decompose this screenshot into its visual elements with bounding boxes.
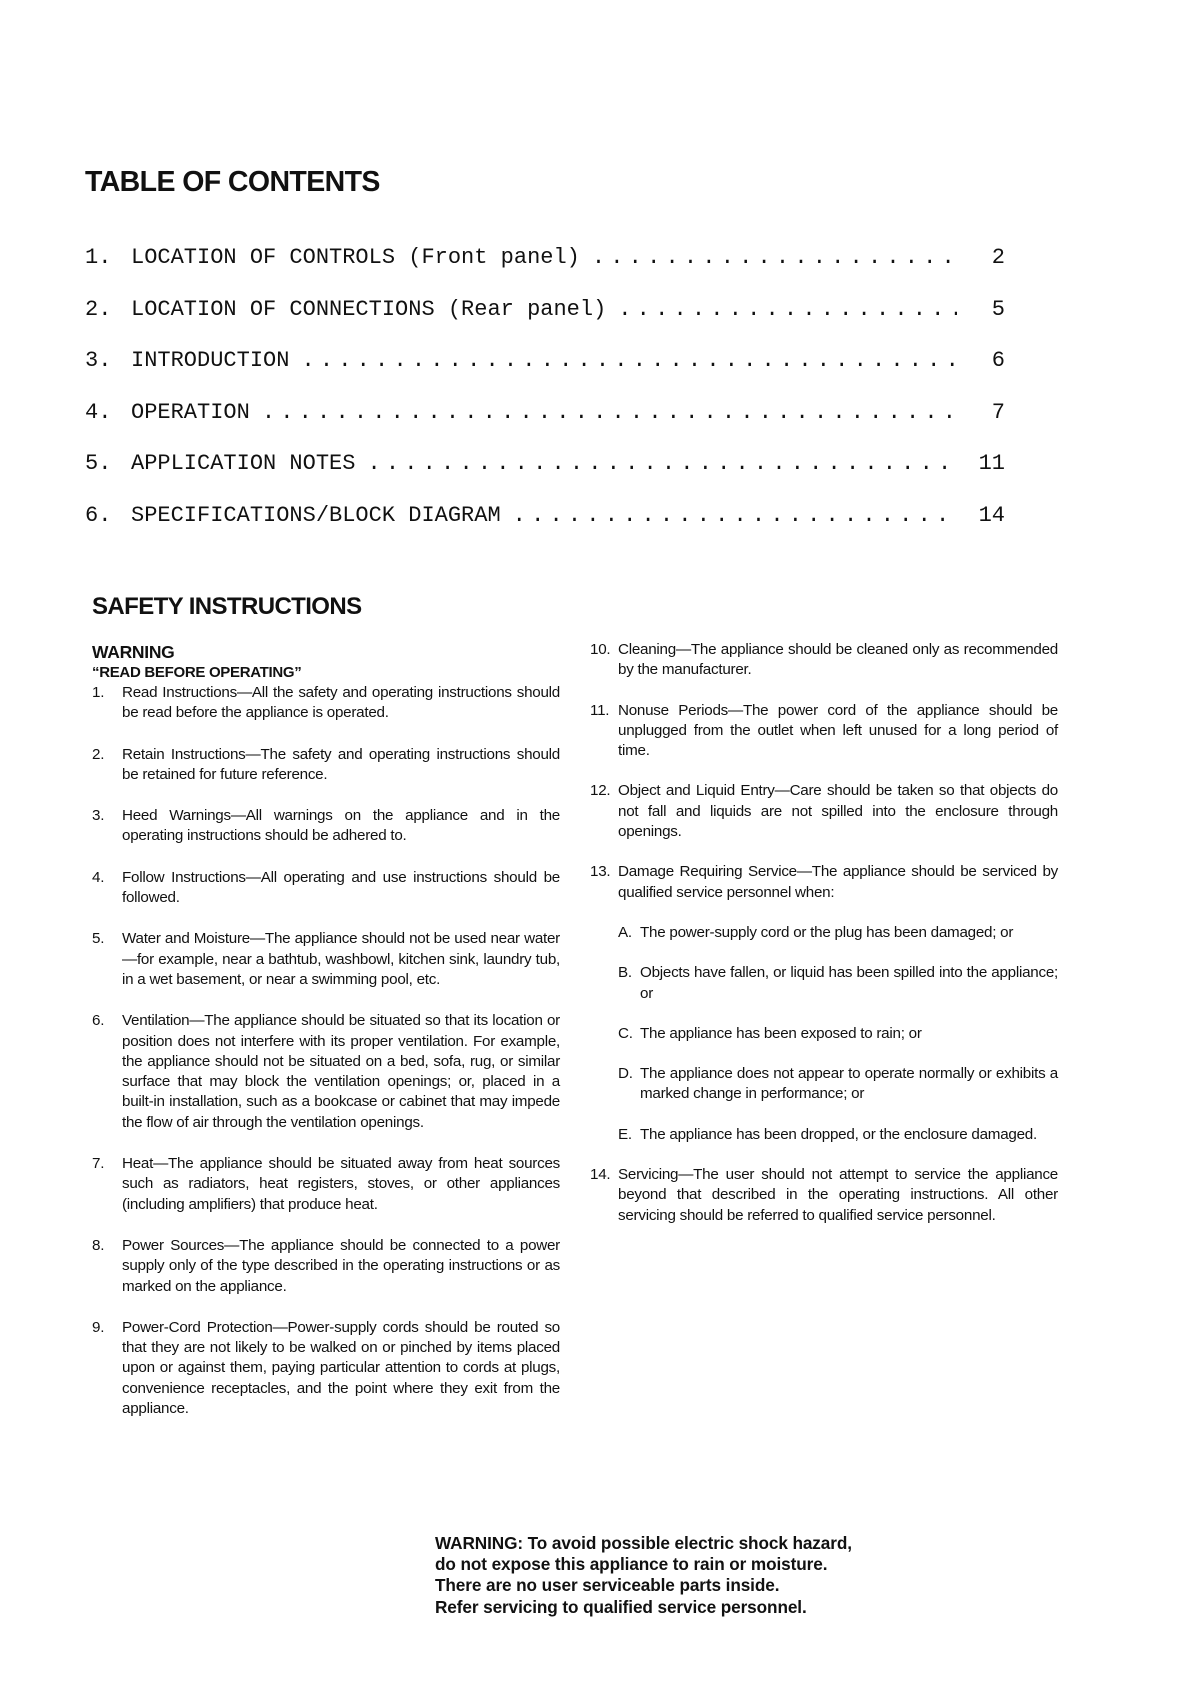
safety-item-number: 2.: [92, 745, 105, 763]
toc-entry-label: INTRODUCTION: [131, 348, 290, 373]
toc-entry[interactable]: [85, 503, 1005, 555]
toc-leader-dots: [618, 297, 957, 322]
toc-entry-page: 6: [991, 348, 1005, 373]
safety-item-number: 12.: [590, 782, 611, 800]
safety-item-text: Power-Cord Protection—Power-supply cords should be routed so that they are not likely to be walked on or pinched by items placed upon or against them, paying particular attention to cords at plugs, convenience receptacles, and the point where they exit from the appliance.: [122, 1318, 560, 1418]
safety-title: SAFETY INSTRUCTIONS: [92, 593, 362, 620]
damage-condition: [618, 923, 1058, 943]
table-of-contents: [85, 245, 1005, 554]
safety-item-number: 5.: [92, 930, 105, 948]
toc-entry[interactable]: [85, 245, 1005, 297]
toc-entry-label: OPERATION: [131, 399, 250, 425]
safety-item-text: Retain Instructions—The safety and operating instructions should be retained for future reference.: [122, 745, 560, 783]
safety-item-number: 13.: [590, 863, 611, 881]
toc-entry[interactable]: [85, 348, 1005, 400]
toc-leader-dots: [301, 348, 957, 373]
warning-line: do not expose this appliance to rain or moisture.: [435, 1554, 828, 1575]
safety-item-number: 10.: [590, 641, 611, 658]
safety-item-text: Read Instructions—All the safety and operating instructions should be read before the appliance is operated.: [122, 684, 560, 722]
safety-item-text: Heat—The appliance should be situated away from heat sources such as radiators, heat registers, stoves, or other appliances (including amplifiers) that produce heat.: [122, 1155, 560, 1213]
damage-condition-letter: D.: [618, 1065, 633, 1083]
safety-item: [92, 1318, 560, 1419]
toc-entry-number: 6.: [85, 502, 112, 528]
toc-title: TABLE OF CONTENTS: [85, 166, 380, 198]
toc-entry-label: SPECIFICATIONS/BLOCK DIAGRAM: [131, 502, 501, 528]
toc-entry-label: LOCATION OF CONTROLS (Front panel): [131, 245, 580, 270]
safety-item: [590, 701, 1058, 762]
toc-entry[interactable]: [85, 400, 1005, 452]
safety-item: [92, 929, 560, 990]
damage-condition-text: Objects have fallen, or liquid has been spilled into the appliance; or: [640, 964, 1058, 1002]
safety-item: [92, 1011, 560, 1133]
safety-item-number: 14.: [590, 1166, 611, 1184]
toc-leader-dots: [262, 400, 957, 425]
safety-item-number: 3.: [92, 807, 105, 825]
safety-item: [92, 1236, 560, 1297]
safety-item: [590, 640, 1058, 681]
safety-item: [590, 1165, 1058, 1226]
safety-item: [590, 781, 1058, 842]
safety-item-number: 9.: [92, 1318, 105, 1336]
warning-line: There are no user serviceable parts inside.: [435, 1575, 780, 1596]
safety-item-text: Ventilation—The appliance should be situated so that its location or position does not interfere with its proper ventilation. For example, the appliance should not be situated on a bed, sofa, rug, or similar surface that may block the ventilation openings; or, placed in a built-in installation, such as a bookcase or cabinet that may impede the flow of air through the ventilation openings.: [122, 1012, 560, 1131]
safety-item-text: Damage Requiring Service—The appliance should be serviced by qualified service personnel when:: [618, 863, 1058, 901]
safety-item-text: Water and Moisture—The appliance should not be used near water—for example, near a bathtub, washbowl, kitchen sink, laundry tub, in a wet basement, or near a swimming pool, etc.: [122, 930, 560, 988]
damage-condition-letter: E.: [618, 1125, 632, 1143]
safety-item-number: 4.: [92, 868, 105, 886]
toc-leader-dots: [592, 245, 957, 270]
safety-item-number: 8.: [92, 1236, 105, 1254]
safety-item-number: 1.: [92, 684, 105, 701]
toc-entry-label: APPLICATION NOTES: [131, 451, 356, 476]
damage-condition: [618, 1125, 1058, 1145]
toc-entry[interactable]: [85, 297, 1005, 349]
safety-item-text: Power Sources—The appliance should be connected to a power supply only of the type described in the operating instructions or as marked on the appliance.: [122, 1236, 560, 1295]
toc-entry-number: 4.: [85, 399, 112, 425]
toc-entry-label: LOCATION OF CONNECTIONS (Rear panel): [131, 296, 607, 322]
damage-condition-text: The power-supply cord or the plug has been damaged; or: [640, 923, 1014, 941]
safety-item: [92, 1154, 560, 1215]
safety-item-number: 7.: [92, 1155, 105, 1173]
safety-item: [92, 745, 560, 786]
toc-entry-number: 1.: [85, 245, 112, 270]
safety-item-number: 6.: [92, 1012, 105, 1030]
toc-entry-number: 3.: [85, 348, 112, 373]
damage-condition-text: The appliance has been exposed to rain; or: [640, 1024, 922, 1042]
toc-entry-number: 5.: [85, 451, 112, 476]
toc-entry-number: 2.: [85, 296, 112, 322]
safety-item-text: Object and Liquid Entry—Care should be taken so that objects do not fall and liquids are not spilled into the enclosure through openings.: [618, 782, 1058, 841]
safety-item-text: Follow Instructions—All operating and use instructions should be followed.: [122, 868, 560, 907]
damage-condition-text: The appliance does not appear to operate normally or exhibits a marked change in performance; or: [640, 1065, 1058, 1103]
damage-conditions-list: [618, 923, 1058, 1145]
warning-line: WARNING: To avoid possible electric shock hazard,: [435, 1533, 852, 1553]
damage-condition-letter: A.: [618, 923, 632, 941]
safety-column-left: [92, 641, 560, 1440]
warning-heading: WARNING: [92, 642, 175, 662]
safety-item: [92, 806, 560, 847]
safety-item-text: Heed Warnings—All warnings on the appliance and in the operating instructions should be adhered to.: [122, 807, 560, 845]
safety-item: [92, 683, 560, 724]
toc-leader-dots: [367, 451, 957, 476]
warning-line: Refer servicing to qualified service personnel.: [435, 1596, 807, 1617]
damage-condition-text: The appliance has been dropped, or the enclosure damaged.: [640, 1125, 1037, 1143]
warning-subheading: “READ BEFORE OPERATING”: [92, 664, 302, 681]
safety-item: [590, 862, 1058, 903]
toc-entry-page: 7: [991, 399, 1005, 425]
safety-item-text: Nonuse Periods—The power cord of the appliance should be unplugged from the outlet when left unused for a long period of time.: [618, 701, 1058, 760]
damage-condition: [618, 963, 1058, 1004]
safety-item: [92, 868, 560, 909]
toc-entry[interactable]: [85, 451, 1005, 503]
safety-column-right: [590, 640, 1058, 1246]
toc-entry-page: 5: [991, 296, 1005, 322]
damage-condition-letter: B.: [618, 964, 632, 982]
toc-leader-dots: [513, 503, 957, 528]
damage-condition: [618, 1064, 1058, 1105]
toc-entry-page: 2: [991, 245, 1005, 270]
damage-condition-letter: C.: [618, 1024, 633, 1042]
toc-entry-page: 11: [978, 451, 1005, 476]
safety-item-number: 11.: [590, 701, 610, 719]
damage-condition: [618, 1024, 1058, 1044]
safety-item-text: Cleaning—The appliance should be cleaned only as recommended by the manufacturer.: [618, 641, 1058, 679]
safety-item-text: Servicing—The user should not attempt to service the appliance beyond that described in the operating instructions. All other servicing should be referred to qualified service personnel.: [618, 1166, 1058, 1224]
toc-entry-page: 14: [978, 502, 1005, 528]
electric-shock-warning: [435, 1533, 1035, 1618]
